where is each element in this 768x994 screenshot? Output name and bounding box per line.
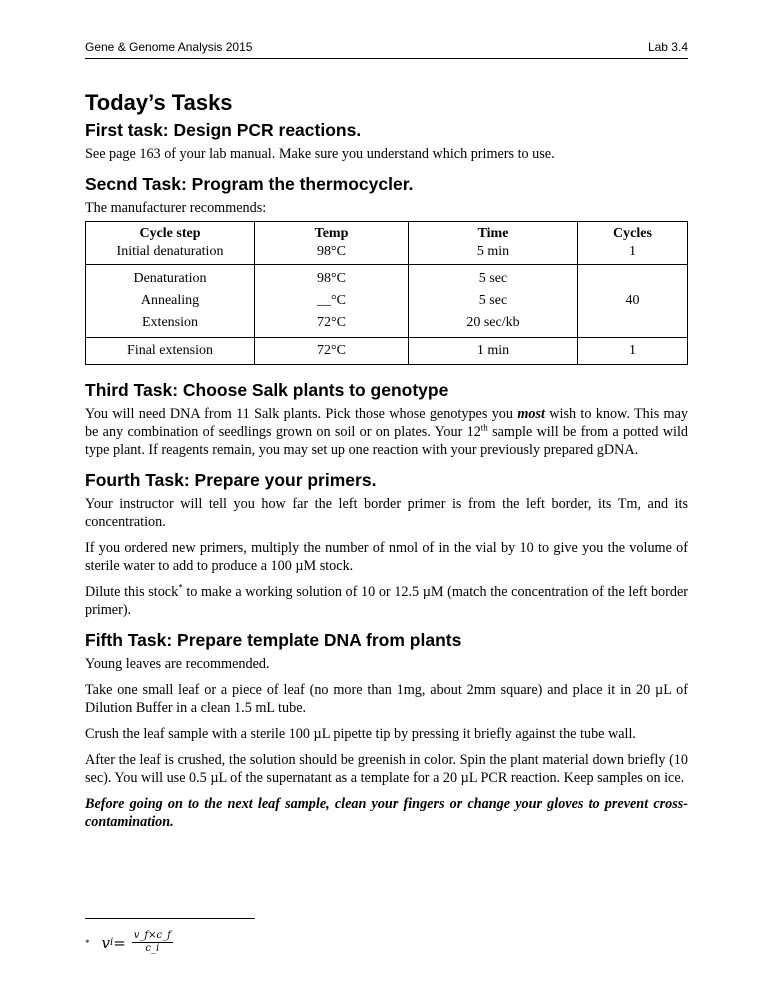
task5-paragraph: Crush the leaf sample with a sterile 100 µL pipette tip by pressing it briefly against the tube wall. <box>85 726 636 742</box>
dilution-formula <box>102 930 173 955</box>
cell-step: Extension <box>142 315 198 330</box>
footnote-divider <box>85 918 255 919</box>
task2-heading: Secnd Task: Program the thermocycler. <box>85 174 414 194</box>
table-row <box>86 265 688 338</box>
task5-heading: Fifth Task: Prepare template DNA from plants <box>85 630 462 650</box>
cell-temp: 72°C <box>317 315 346 330</box>
table-cell <box>255 222 409 265</box>
task3-text <box>85 405 688 459</box>
cell-step: Final extension <box>86 338 255 365</box>
task3-text-part: sample will be from a potted wild type plant. If reagents remain, you may set up one reaction with your previously prepared gDNA. <box>85 424 688 458</box>
cell-step: Initial denaturation <box>116 244 224 259</box>
cell-time: 5 min <box>476 244 510 259</box>
task5-paragraph: Young leaves are recommended. <box>85 656 270 672</box>
formula-equals: = <box>113 933 126 952</box>
ordinal-suffix: th <box>480 422 488 433</box>
task4-heading: Fourth Task: Prepare your primers. <box>85 470 377 490</box>
task4-text-part: to make a working solution of 10 or 12.5 µM (match the concentration of the left border primer). <box>85 584 688 618</box>
formula-fraction <box>132 930 173 955</box>
table-row <box>86 338 688 365</box>
task3-text-part: wish to know. This may be any combination of seedlings grown on soil or on plates. Your 12 <box>85 406 688 440</box>
table-row <box>86 222 688 265</box>
table-cell <box>86 222 255 265</box>
task3-text-part: You will need DNA from 11 Salk plants. Pick those whose genotypes you <box>85 406 518 422</box>
cell-temp: __°C <box>317 293 346 308</box>
header-lab-number: Lab 3.4 <box>647 40 688 54</box>
task5-paragraph: Take one small leaf or a piece of leaf (no more than 1mg, about 2mm square) and place it in 20 µL of Dilution Buffer in a clean 1.5 mL tube. <box>85 682 688 716</box>
cell-time: 5 sec <box>478 271 508 286</box>
thermocycler-table <box>85 221 688 365</box>
cell-cycles: 1 <box>629 244 636 259</box>
task1-text: See page 163 of your lab manual. Make sure you understand which primers to use. <box>85 146 555 162</box>
footnote-reference: * <box>178 582 183 593</box>
task4-paragraph: If you ordered new primers, multiply the number of nmol of in the vial by 10 to give you the volume of sterile water to add to produce a 100 µM stock. <box>85 540 688 574</box>
footnote-mark: * <box>85 937 90 948</box>
cell-step: Denaturation <box>133 271 207 286</box>
cell-cycles: 1 <box>578 338 688 365</box>
task4-text-part: Dilute this stock <box>85 584 179 600</box>
formula-lhs-subscript: i <box>109 937 114 948</box>
column-header-cycles: Cycles <box>613 226 652 241</box>
formula-lhs: v <box>101 933 110 952</box>
cell-temp: 98°C <box>317 244 346 259</box>
formula-numerator: v_f×c_f <box>133 930 171 941</box>
cell-temp: 72°C <box>255 338 409 365</box>
task4-paragraph: Your instructor will tell you how far the left border primer is from the left border, its Tm, and its concentration. <box>85 496 688 530</box>
footnote <box>85 930 173 955</box>
main-content <box>85 90 688 839</box>
header-course-title: Gene & Genome Analysis 2015 <box>85 40 253 54</box>
formula-denominator: c_i <box>145 943 160 954</box>
cell-temp: 98°C <box>317 271 346 286</box>
task5-paragraph: After the leaf is crushed, the solution should be greenish in color. Spin the plant material down briefly (10 sec). You will use 0.5 µL of the supernatant as a template for a 20 µL PCR reaction. Keep samples on ice. <box>85 752 688 786</box>
task1-heading: First task: Design PCR reactions. <box>85 120 362 140</box>
column-header-temp: Temp <box>314 226 349 241</box>
task4-paragraph <box>85 583 688 619</box>
table-cell <box>409 222 578 265</box>
cell-time: 5 sec <box>478 293 508 308</box>
table-cell <box>409 265 578 338</box>
task5-warning: Before going on to the next leaf sample, clean your fingers or change your gloves to prevent cross-contamination. <box>85 796 688 830</box>
task3-heading: Third Task: Choose Salk plants to genotype <box>85 380 449 400</box>
table-cell <box>86 265 255 338</box>
column-header-cycle-step: Cycle step <box>139 226 201 241</box>
page-title: Today’s Tasks <box>85 90 233 115</box>
running-header <box>85 40 688 59</box>
task2-intro: The manufacturer recommends: <box>85 200 267 216</box>
cell-time: 1 min <box>409 338 578 365</box>
cell-step: Annealing <box>140 293 200 308</box>
column-header-time: Time <box>477 226 509 241</box>
cell-cycles: 40 <box>578 265 688 338</box>
cell-time: 20 sec/kb <box>466 315 520 330</box>
task3-emphasis: most <box>517 406 545 422</box>
table-cell <box>578 222 688 265</box>
table-cell <box>255 265 409 338</box>
